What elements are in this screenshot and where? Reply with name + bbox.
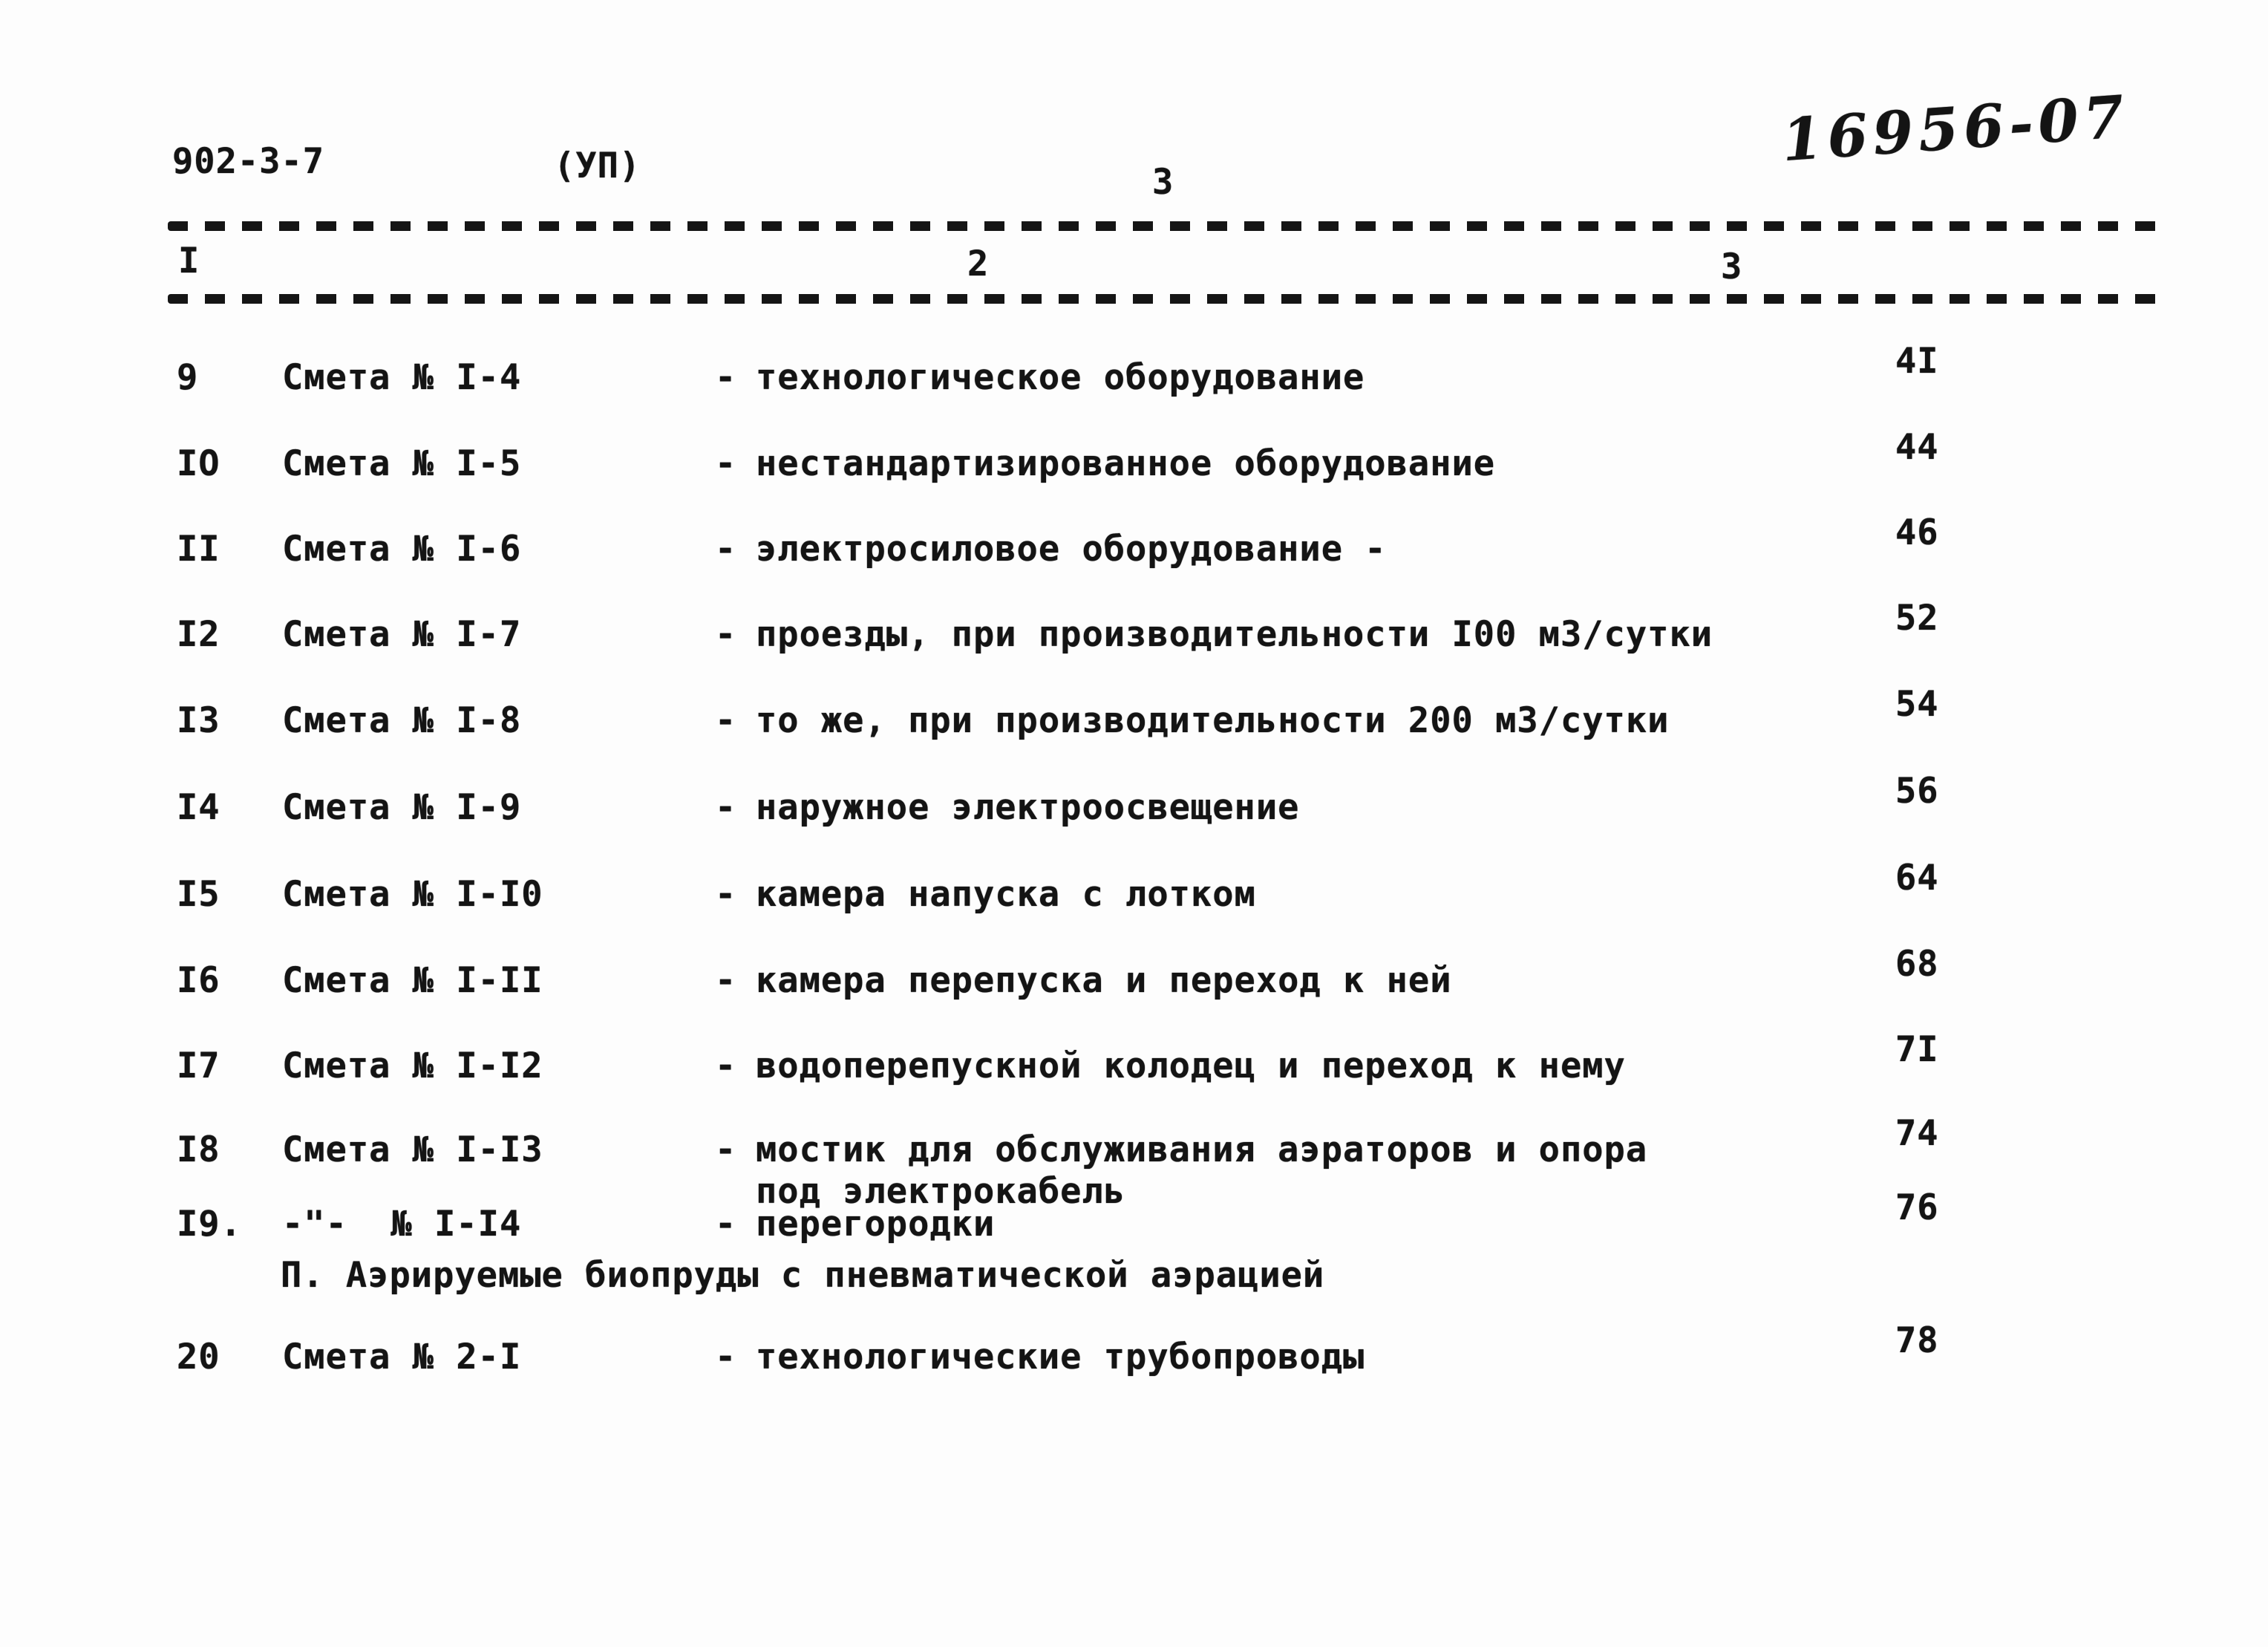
table-header-rule [168,294,2159,304]
handwritten-number: 16956-07 [1780,82,2131,175]
dash: - [715,1204,737,1245]
row-number: I7 [177,1046,220,1086]
row-number: 9 [177,357,199,398]
dash: - [715,874,737,915]
table-top-rule [168,221,2159,231]
sheet-number: 68 [1895,944,1939,985]
sheet-number: 64 [1895,858,1939,898]
estimate-ref: Смета № I-5 [282,443,522,484]
description: камера перепуска и переход к ней [756,960,1452,1001]
description-line2: под электрокабель [756,1171,1126,1213]
sheet-number: 46 [1895,512,1939,553]
row-number: IO [177,443,220,484]
doc-code: 902-3-7 [172,141,325,182]
estimate-ref: Смета № I-9 [282,787,522,828]
dash: - [715,960,737,1001]
description: мостик для обслуживания аэраторов и опора под электрокабель [756,1129,1648,1213]
section-heading: П. Аэрируемые биопруды с пневматической аэрацией [281,1255,1325,1296]
estimate-ref: Смета № I-I0 [282,874,543,915]
row-number: I3 [177,700,220,741]
estimate-ref: Смета № I-I3 [282,1129,543,1170]
series-label: (УП) [554,146,641,186]
sheet-number: 52 [1895,598,1939,639]
dash: - [715,614,737,655]
row-number: I6 [177,960,220,1001]
page-number: 3 [1152,162,1174,203]
column-header-1: I [178,241,200,281]
estimate-ref: Смета № I-II [282,960,543,1001]
description: наружное электроосвещение [756,787,1300,828]
description: технологические трубопроводы [756,1337,1365,1377]
sheet-number: 4I [1895,341,1939,382]
column-header-3: 3 [1721,247,1743,287]
estimate-ref: Смета № I-4 [282,357,522,398]
estimate-ref: -"- № I-I4 [282,1204,522,1245]
dash: - [715,357,737,398]
column-header-2: 2 [967,244,990,284]
description: водоперепускной колодец и переход к нему [756,1046,1626,1086]
row-number: I8 [177,1129,220,1170]
estimate-ref: Смета № 2-I [282,1337,522,1377]
sheet-number: 56 [1895,771,1939,812]
description: электросиловое оборудование - [756,529,1387,570]
sheet-number: 76 [1895,1187,1939,1228]
estimate-ref: Смета № I-6 [282,529,522,570]
dash: - [715,1337,737,1377]
row-number: II [177,529,220,570]
description: перегородки [756,1204,996,1245]
dash: - [715,700,737,741]
dash: - [715,1129,737,1170]
dash: - [715,787,737,828]
description: то же, при производительности 200 м3/сутки [756,700,1670,741]
sheet-number: 74 [1895,1113,1939,1154]
estimate-ref: Смета № I-8 [282,700,522,741]
row-number: I4 [177,787,220,828]
row-number: I5 [177,874,220,915]
sheet-number: 78 [1895,1320,1939,1361]
sheet-number: 7I [1895,1029,1939,1070]
sheet-number: 44 [1895,427,1939,468]
dash: - [715,529,737,570]
row-number: I9. [177,1204,242,1245]
estimate-ref: Смета № I-I2 [282,1046,543,1086]
description: технологическое оборудование [756,357,1365,398]
dash: - [715,1046,737,1086]
row-number: 20 [177,1337,220,1377]
estimate-ref: Смета № I-7 [282,614,522,655]
description: нестандартизированное оборудование [756,443,1496,484]
description: камера напуска с лотком [756,874,1256,915]
dash: - [715,443,737,484]
description: проезды, при производительности I00 м3/сутки [756,614,1713,655]
sheet-number: 54 [1895,684,1939,725]
row-number: I2 [177,614,220,655]
